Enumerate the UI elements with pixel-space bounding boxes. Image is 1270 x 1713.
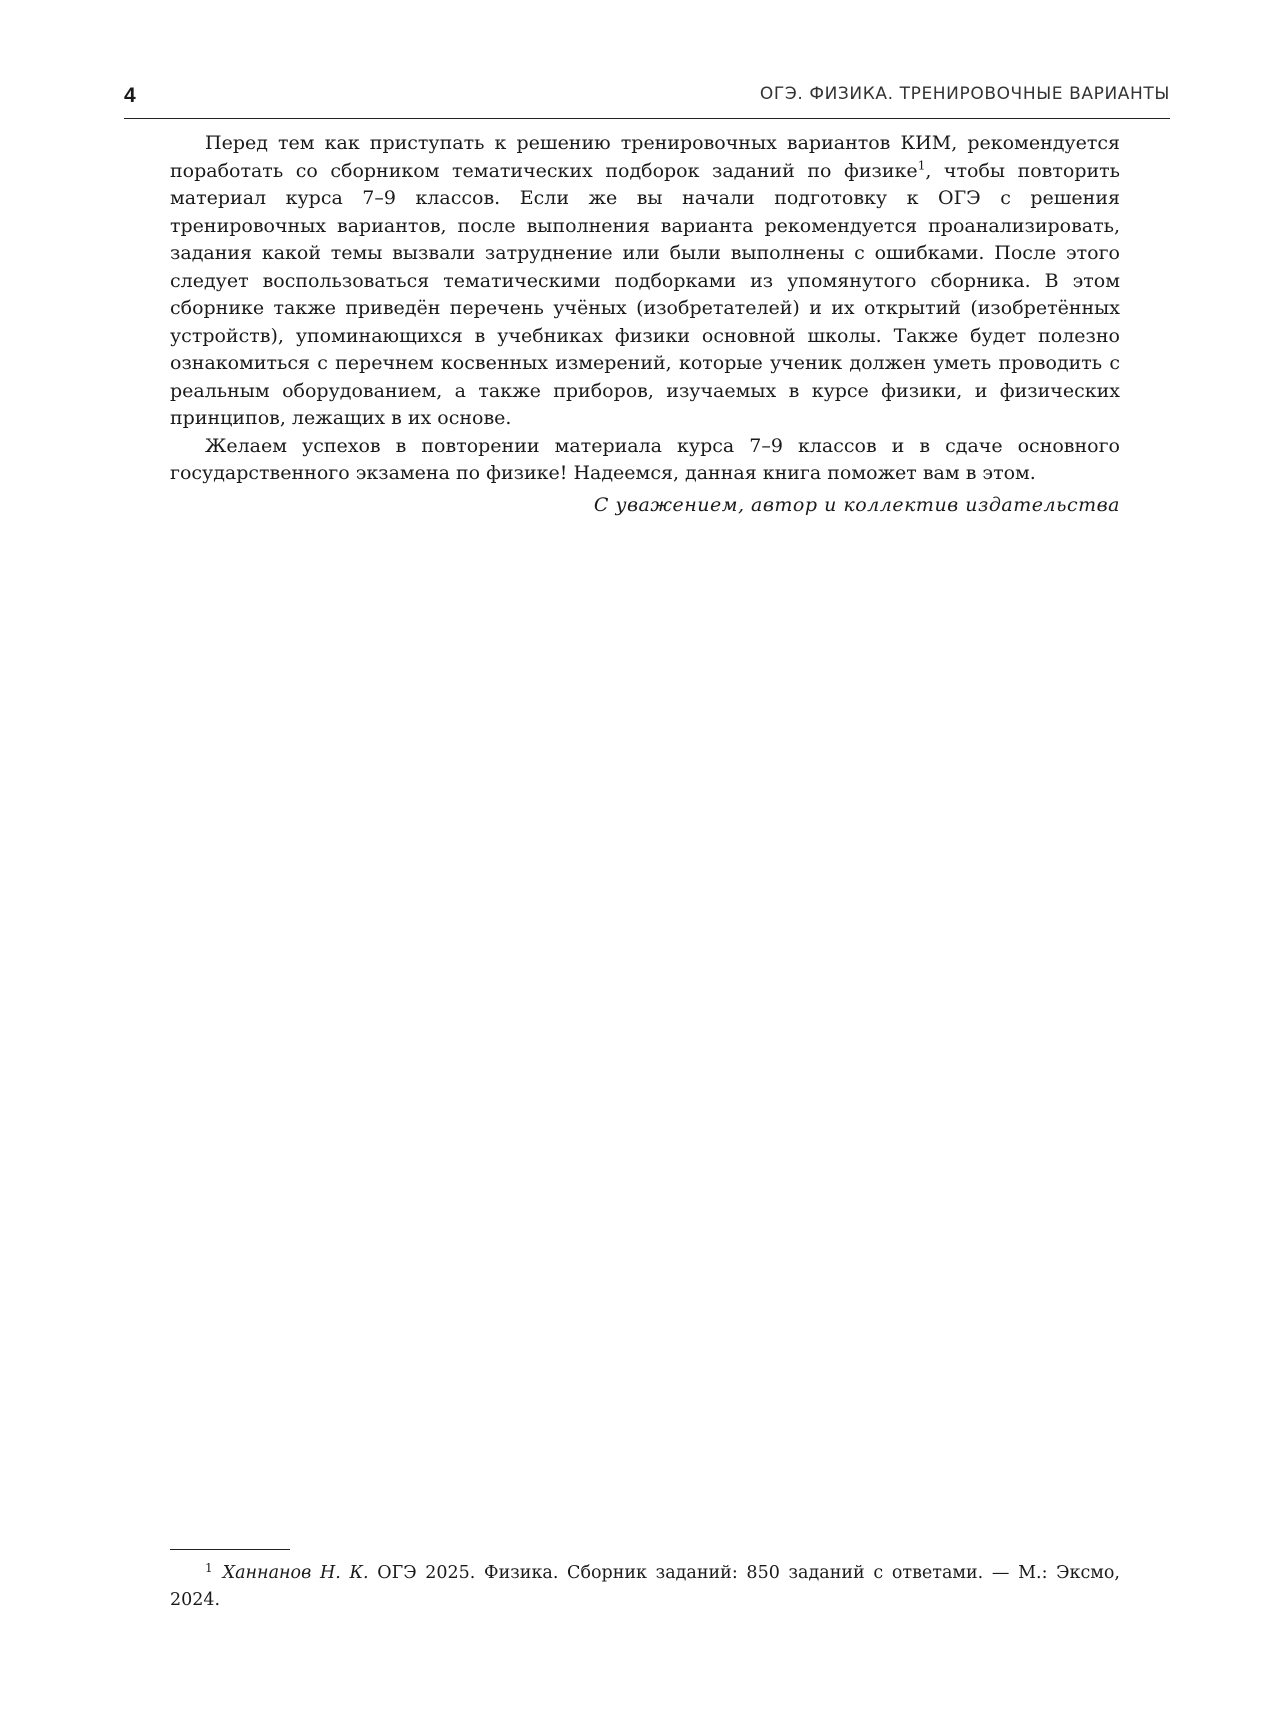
footnote [170,1555,1120,1614]
page-header [124,84,1170,119]
running-title: ОГЭ. ФИЗИКА. ТРЕНИРОВОЧНЫЕ ВАРИАНТЫ [759,84,1170,104]
footnote-marker: 1 [205,1561,213,1575]
signature: С уважением, автор и коллектив издательства [593,493,1120,516]
footnote-author: Ханнанов Н. К. [222,1563,369,1583]
paragraph-wishes: Желаем успехов в повторении материала курса 7–9 классов и в сдаче основного государственного экзамена по физике! Надеемся, данная книга поможет вам в этом. [170,434,1120,484]
main-text [170,130,1120,519]
footnote-reference: 1 [917,158,926,173]
paragraph-intro-start: Перед тем как приступать к решению тренировочных вариантов КИМ, рекомендуется поработать со сборником тематических подборок заданий по физике [170,132,1120,182]
page-number: 4 [124,84,136,107]
paragraph-intro-rest: , чтобы повторить материал курса 7–9 классов. Если же вы начали подготовку к ОГЭ с решения тренировочных вариантов, после выполнения варианта рекомендуется проанализировать, задания какой темы вызвали затруднение или были выполнены с ошибками. После этого следует воспользоваться тематическими подборками из упомянутого сборника. В этом сборнике также приведён перечень учёных (изобретателей) и их открытий (изобретённых устройств), упоминающихся в учебниках физики основной школы. Также будет полезно ознакомиться с перечнем косвенных измерений, которые ученик должен уметь проводить с реальным оборудованием, а также приборов, изучаемых в курсе физики, и физических принципов, лежащих в их основе. [170,159,1120,429]
footnote-divider [170,1549,290,1550]
paragraph-intro [170,130,1120,433]
footnote-text: ОГЭ 2025. Физика. Сборник заданий: 850 заданий с ответами. — М.: Эксмо, 2024. [170,1563,1120,1610]
